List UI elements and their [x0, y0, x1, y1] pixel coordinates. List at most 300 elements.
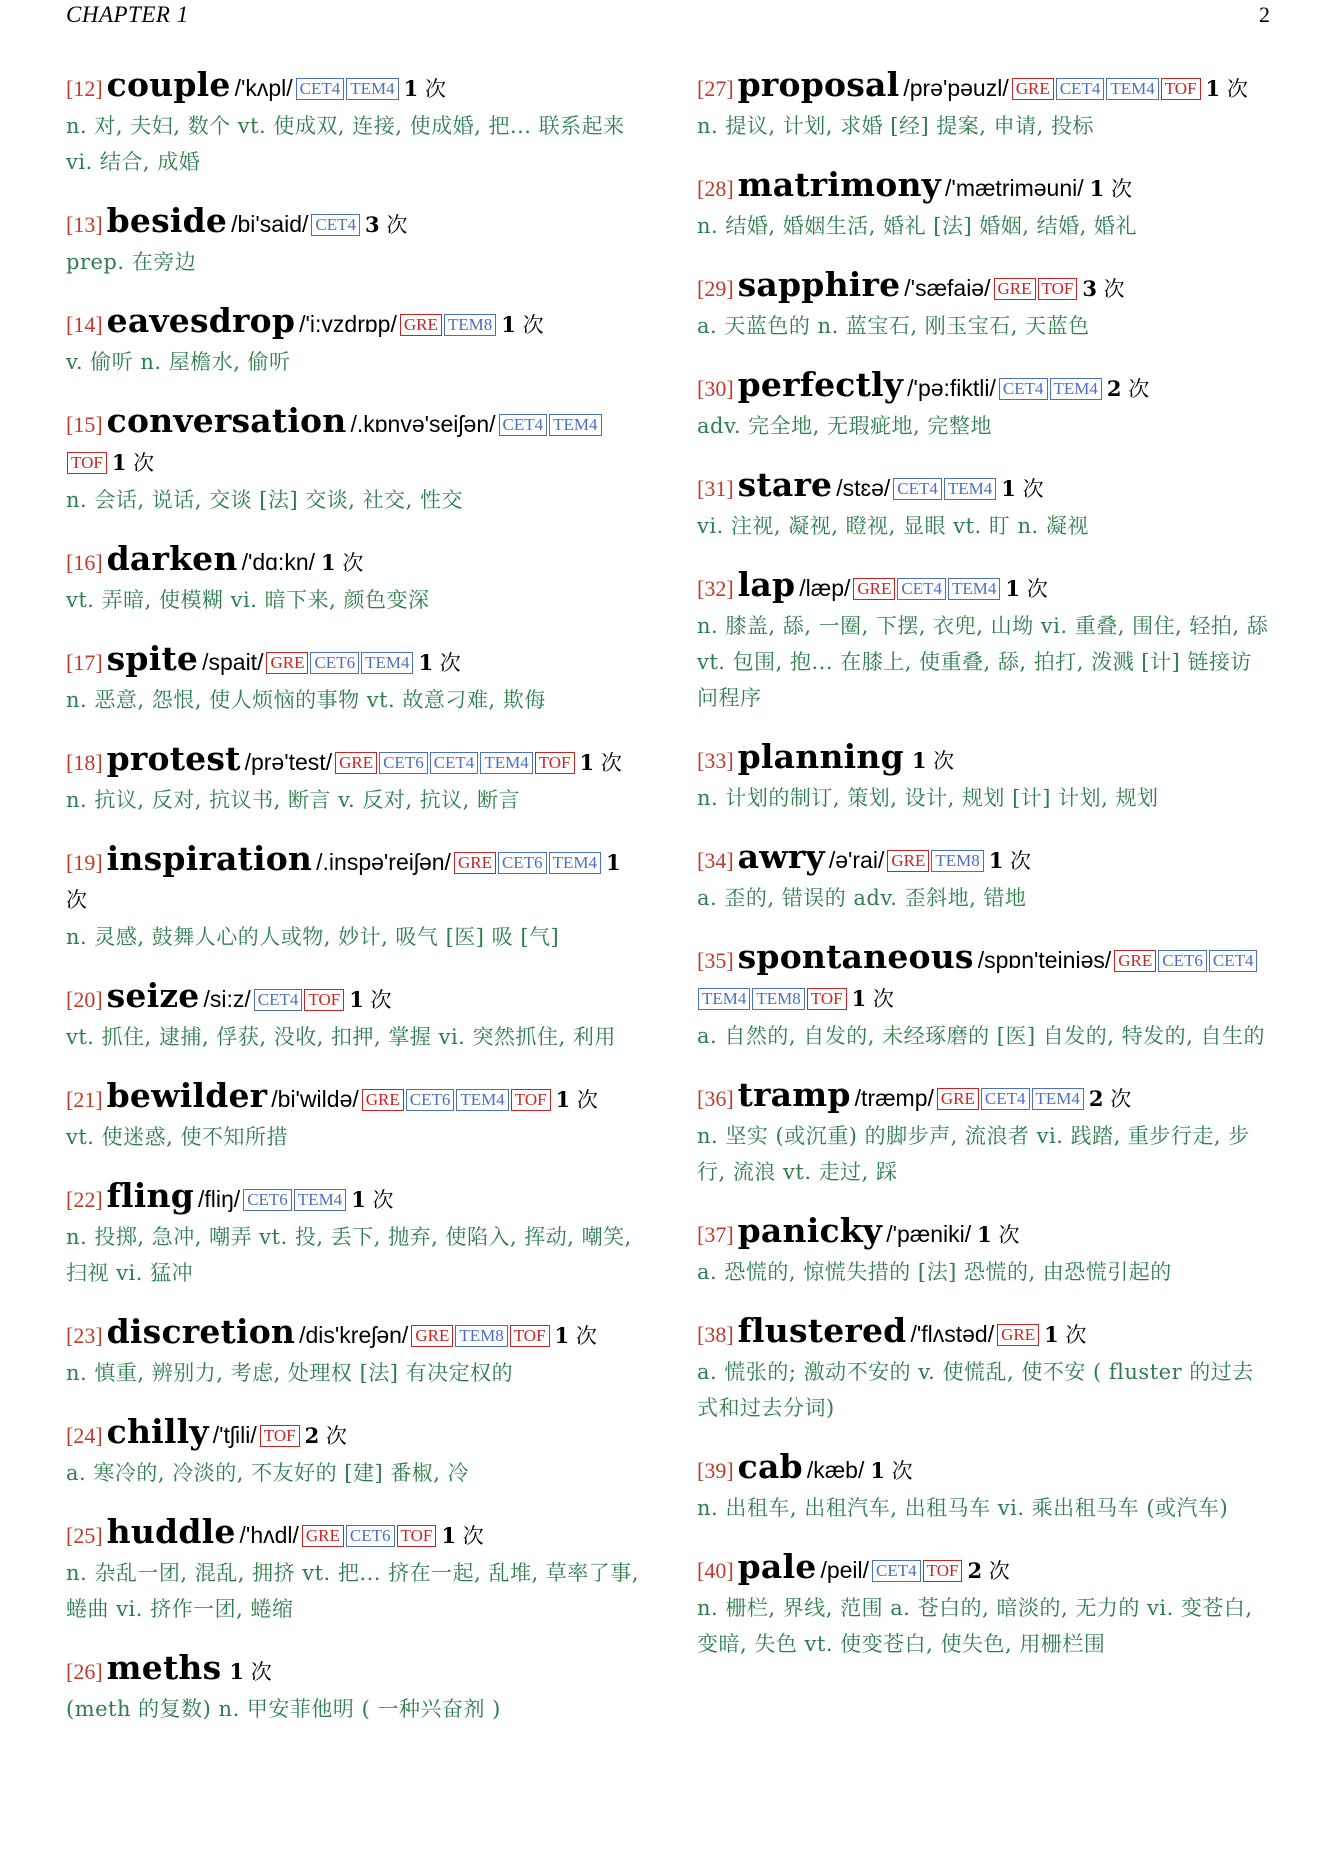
- vocab-entry: [697, 1448, 1273, 1526]
- definition: (meth 的复数) n. 甲安菲他明 ( 一种兴奋剂 ): [66, 1697, 501, 1721]
- exam-tag-cet4: CET4: [893, 478, 942, 500]
- entry-index: [16]: [66, 550, 103, 575]
- phonetic: /bi'said/: [231, 211, 309, 237]
- exam-tag-tof: TOF: [67, 452, 107, 474]
- headword: conversation: [106, 401, 347, 440]
- exam-tag-tem4: TEM4: [294, 1189, 346, 1211]
- vocab-entry: [697, 566, 1273, 716]
- definition: n. 会话, 说话, 交谈 [法] 交谈, 社交, 性交: [66, 488, 464, 512]
- exam-tag-tof: TOF: [535, 752, 575, 774]
- entry-headline: [697, 366, 1273, 408]
- definition: a. 慌张的; 激动不安的 v. 使慌乱, 使不安 ( fluster 的过去式和过去分词): [697, 1360, 1254, 1420]
- entry-index: [37]: [697, 1222, 734, 1247]
- definition: a. 自然的, 自发的, 未经琢磨的 [医] 自发的, 特发的, 自生的: [697, 1024, 1266, 1048]
- count-number: 1: [403, 76, 419, 101]
- count-unit: 次: [424, 77, 446, 101]
- count-unit: 次: [66, 888, 87, 912]
- occurrence-count: [556, 1088, 598, 1112]
- occurrence-count: [1044, 1323, 1086, 1347]
- occurrence-count: [321, 551, 363, 575]
- occurrence-count: [1090, 177, 1132, 201]
- entry-headline: [697, 838, 1273, 880]
- exam-tag-gre: GRE: [362, 1089, 404, 1111]
- count-unit: 次: [439, 651, 461, 675]
- count-number: 3: [365, 212, 380, 237]
- count-unit: 次: [891, 1459, 913, 1483]
- entry-index: [21]: [66, 1087, 103, 1112]
- right-column: [697, 66, 1273, 1684]
- entry-index: [18]: [66, 750, 103, 775]
- entry-headline: [66, 1649, 642, 1691]
- exam-tag-tem4: TEM4: [346, 78, 398, 100]
- vocab-entry: [66, 1413, 642, 1491]
- exam-tag-tof: TOF: [807, 988, 847, 1010]
- occurrence-count: [1001, 477, 1043, 501]
- exam-tag-cet4: CET4: [499, 414, 548, 436]
- phonetic: /ə'rai/: [828, 847, 885, 873]
- phonetic: /si:z/: [203, 986, 251, 1012]
- phonetic: /'dɑ:kn/: [241, 549, 315, 575]
- vocab-entry: [66, 740, 642, 818]
- entry-index: [27]: [697, 76, 734, 101]
- entry-headline: [697, 938, 1273, 1018]
- phonetic: /'flʌstəd/: [910, 1321, 995, 1347]
- count-number: 1: [111, 450, 127, 475]
- headword: lap: [737, 565, 796, 604]
- definition: n. 对, 夫妇, 数个 vt. 使成双, 连接, 使成婚, 把... 联系起来 vi. 结合, 成婚: [66, 114, 625, 174]
- count-unit: 次: [933, 749, 955, 773]
- entry-index: [12]: [66, 76, 103, 101]
- headword: protest: [106, 739, 241, 778]
- definition: n. 慎重, 辨别力, 考虑, 处理权 [法] 有决定权的: [66, 1361, 514, 1385]
- definition: vi. 注视, 凝视, 瞪视, 显眼 vt. 盯 n. 凝视: [697, 514, 1089, 538]
- count-unit: 次: [133, 451, 155, 475]
- entry-index: [20]: [66, 987, 103, 1012]
- count-number: 2: [1088, 1086, 1104, 1111]
- headword: pale: [737, 1547, 817, 1586]
- count-number: 1: [851, 986, 867, 1011]
- count-unit: 次: [1022, 477, 1044, 501]
- entry-index: [23]: [66, 1323, 103, 1348]
- entry-headline: [697, 66, 1273, 108]
- entry-index: [34]: [697, 848, 734, 873]
- headword: beside: [106, 201, 228, 240]
- exam-tag-tem8: TEM8: [752, 988, 804, 1010]
- entry-headline: [697, 738, 1273, 780]
- count-unit: 次: [1110, 177, 1132, 201]
- definition: a. 天蓝色的 n. 蓝宝石, 刚玉宝石, 天蓝色: [697, 314, 1090, 338]
- occurrence-count: [967, 1559, 1009, 1583]
- occurrence-count: [580, 751, 622, 775]
- chapter-title: CHAPTER 1: [66, 2, 189, 27]
- exam-tag-gre: GRE: [887, 850, 929, 872]
- definition: n. 结婚, 婚姻生活, 婚礼 [法] 婚姻, 结婚, 婚礼: [697, 214, 1138, 238]
- count-number: 2: [967, 1558, 983, 1583]
- count-number: 1: [1001, 476, 1016, 501]
- vocab-entry: [66, 202, 642, 280]
- exam-tag-tem4: TEM4: [549, 414, 601, 436]
- exam-tag-gre: GRE: [1012, 78, 1054, 100]
- headword: huddle: [106, 1512, 236, 1551]
- vocab-entry: [697, 838, 1273, 916]
- entry-index: [36]: [697, 1086, 734, 1111]
- count-unit: 次: [342, 551, 364, 575]
- vocab-entry: [697, 66, 1273, 144]
- occurrence-count: [349, 988, 391, 1012]
- occurrence-count: [977, 1223, 1019, 1247]
- exam-tag-gre: GRE: [937, 1088, 979, 1110]
- exam-tag-tof: TOF: [397, 1525, 437, 1547]
- vocab-entry: [697, 1076, 1273, 1190]
- count-unit: 次: [1103, 277, 1125, 301]
- entry-headline: [697, 266, 1273, 308]
- phonetic: /læp/: [799, 575, 851, 601]
- exam-tag-gre: GRE: [302, 1525, 344, 1547]
- entry-headline: [697, 566, 1273, 608]
- vocab-entry: [66, 1077, 642, 1155]
- phonetic: /'pə:fiktli/: [907, 375, 996, 401]
- count-number: 1: [229, 1659, 245, 1684]
- exam-tag-tem4: TEM4: [480, 752, 532, 774]
- vocab-entry: [697, 1548, 1273, 1662]
- entry-index: [19]: [66, 850, 103, 875]
- entry-index: [28]: [697, 176, 734, 201]
- definition: vt. 抓住, 逮捕, 俘获, 没收, 扣押, 掌握 vi. 突然抓住, 利用: [66, 1025, 616, 1049]
- count-number: 3: [1082, 276, 1097, 301]
- count-number: 1: [977, 1222, 992, 1247]
- definition: n. 恶意, 怨恨, 使人烦恼的事物 vt. 故意刁难, 欺侮: [66, 688, 546, 712]
- exam-tag-tof: TOF: [1161, 78, 1201, 100]
- definition: a. 恐慌的, 惊慌失措的 [法] 恐慌的, 由恐慌引起的: [697, 1260, 1172, 1284]
- definition: n. 灵感, 鼓舞人心的人或物, 妙计, 吸气 [医] 吸 [气]: [66, 925, 560, 949]
- vocab-entry: [697, 166, 1273, 244]
- vocab-entry: [66, 302, 642, 380]
- definition: n. 计划的制订, 策划, 设计, 规划 [计] 计划, 规划: [697, 786, 1159, 810]
- entry-headline: [697, 1548, 1273, 1590]
- occurrence-count: [852, 987, 894, 1011]
- vocab-entry: [66, 840, 642, 955]
- count-unit: 次: [576, 1088, 598, 1112]
- entry-index: [22]: [66, 1187, 103, 1212]
- exam-tag-gre: GRE: [454, 852, 496, 874]
- entry-index: [40]: [697, 1558, 734, 1583]
- entry-index: [32]: [697, 576, 734, 601]
- phonetic: /prə'test/: [244, 749, 333, 775]
- count-number: 1: [988, 848, 1004, 873]
- exam-tag-cet4: CET4: [897, 578, 946, 600]
- vocab-entry: [697, 266, 1273, 344]
- entry-index: [29]: [697, 276, 734, 301]
- count-unit: 次: [1026, 577, 1048, 601]
- entry-headline: [66, 977, 642, 1019]
- exam-tag-cet4: CET4: [254, 989, 303, 1011]
- entry-index: [13]: [66, 212, 103, 237]
- exam-tag-cet6: CET6: [346, 1525, 395, 1547]
- exam-tag-tem4: TEM4: [456, 1089, 508, 1111]
- exam-tag-gre: GRE: [853, 578, 895, 600]
- count-number: 1: [1005, 576, 1021, 601]
- headword: perfectly: [737, 365, 904, 404]
- exam-tag-gre: GRE: [994, 278, 1036, 300]
- vocab-entry: [66, 1513, 642, 1627]
- entry-headline: [697, 1448, 1273, 1490]
- exam-tag-gre: GRE: [997, 1324, 1039, 1346]
- exam-tag-tof: TOF: [923, 1560, 963, 1582]
- headword: panicky: [737, 1211, 883, 1250]
- occurrence-count: [1206, 77, 1248, 101]
- count-unit: 次: [998, 1223, 1020, 1247]
- headword: tramp: [737, 1075, 851, 1114]
- headword: matrimony: [737, 165, 942, 204]
- occurrence-count: [305, 1424, 347, 1448]
- headword: discretion: [106, 1312, 296, 1351]
- entry-headline: [697, 1076, 1273, 1118]
- vocab-entry: [697, 466, 1273, 544]
- vocab-entry: [66, 640, 642, 718]
- exam-tag-tem4: TEM4: [698, 988, 750, 1010]
- count-number: 1: [349, 987, 364, 1012]
- entry-index: [26]: [66, 1659, 103, 1684]
- vocab-entry: [697, 738, 1273, 816]
- exam-tag-tem8: TEM8: [444, 314, 496, 336]
- occurrence-count: [418, 651, 460, 675]
- definition: a. 歪的, 错误的 adv. 歪斜地, 错地: [697, 886, 1027, 910]
- headword: cab: [737, 1447, 803, 1486]
- phonetic: /.kɒnvə'seiʃən/: [350, 411, 496, 437]
- entry-index: [33]: [697, 748, 734, 773]
- exam-tag-gre: GRE: [400, 314, 442, 336]
- entry-headline: [697, 1312, 1273, 1354]
- headword: bewilder: [106, 1076, 268, 1115]
- entry-headline: [697, 166, 1273, 208]
- entry-index: [14]: [66, 312, 103, 337]
- vocab-entry: [66, 66, 642, 180]
- vocab-entry: [66, 1313, 642, 1391]
- exam-tag-cet6: CET6: [310, 652, 359, 674]
- exam-tag-cet4: CET4: [1209, 950, 1258, 972]
- occurrence-count: [501, 313, 543, 337]
- entry-headline: [66, 1413, 642, 1455]
- exam-tag-cet6: CET6: [498, 852, 547, 874]
- headword: proposal: [737, 65, 900, 104]
- entry-headline: [66, 302, 642, 344]
- definition: n. 提议, 计划, 求婚 [经] 提案, 申请, 投标: [697, 114, 1095, 138]
- exam-tag-gre: GRE: [266, 652, 308, 674]
- vocab-entry: [697, 366, 1273, 444]
- definition: n. 栅栏, 界线, 范围 a. 苍白的, 暗淡的, 无力的 vi. 变苍白, 变暗, 失色 vt. 使变苍白, 使失色, 用栅栏围: [697, 1596, 1253, 1656]
- headword: seize: [106, 976, 200, 1015]
- occurrence-count: [912, 749, 954, 773]
- entry-headline: [66, 1177, 642, 1219]
- exam-tag-tof: TOF: [260, 1425, 300, 1447]
- occurrence-count: [870, 1459, 912, 1483]
- count-unit: 次: [372, 1188, 394, 1212]
- phonetic: /'pæniki/: [886, 1221, 972, 1247]
- headword: flustered: [737, 1311, 907, 1350]
- vocab-entry: [697, 938, 1273, 1054]
- exam-tag-tem8: TEM8: [931, 850, 983, 872]
- definition: n. 杂乱一团, 混乱, 拥挤 vt. 把... 挤在一起, 乱堆, 草率了事, 蜷曲 vi. 挤作一团, 蜷缩: [66, 1561, 639, 1621]
- entry-headline: [66, 540, 642, 582]
- occurrence-count: [1082, 277, 1124, 301]
- headword: eavesdrop: [106, 301, 296, 340]
- headword: awry: [737, 837, 825, 876]
- entry-index: [17]: [66, 650, 103, 675]
- count-unit: 次: [250, 1660, 272, 1684]
- count-number: 1: [418, 650, 434, 675]
- count-unit: 次: [325, 1424, 347, 1448]
- phonetic: /prə'pəuzl/: [903, 75, 1009, 101]
- count-unit: 次: [522, 313, 544, 337]
- exam-tag-gre: GRE: [335, 752, 377, 774]
- count-number: 1: [321, 550, 336, 575]
- page-number: 2: [1259, 2, 1270, 27]
- count-unit: 次: [988, 1559, 1010, 1583]
- definition: n. 投掷, 急冲, 嘲弄 vt. 投, 丢下, 抛弃, 使陷入, 挥动, 嘲笑, 扫视 vi. 猛冲: [66, 1225, 632, 1285]
- entry-headline: [66, 840, 642, 919]
- phonetic: /spɒn'teiniəs/: [977, 947, 1112, 973]
- occurrence-count: [1107, 377, 1149, 401]
- entry-index: [25]: [66, 1523, 103, 1548]
- count-number: 1: [555, 1087, 571, 1112]
- exam-tag-tof: TOF: [1038, 278, 1078, 300]
- exam-tag-tem4: TEM4: [1032, 1088, 1084, 1110]
- exam-tag-tem8: TEM8: [455, 1325, 507, 1347]
- phonetic: /'sæfaiə/: [904, 275, 991, 301]
- occurrence-count: [989, 849, 1031, 873]
- page-header: [66, 0, 1270, 30]
- entry-index: [39]: [697, 1458, 734, 1483]
- phonetic: /dis'kreʃən/: [299, 1322, 409, 1348]
- phonetic: /stɛə/: [836, 475, 891, 501]
- count-number: 1: [1205, 76, 1221, 101]
- phonetic: /kæb/: [806, 1457, 865, 1483]
- headword: fling: [106, 1176, 194, 1215]
- vocab-entry: [66, 540, 642, 618]
- count-number: 1: [911, 748, 927, 773]
- exam-tag-cet4: CET4: [311, 214, 360, 236]
- occurrence-count: [441, 1524, 483, 1548]
- phonetic: /'hʌdl/: [239, 1522, 299, 1548]
- phonetic: /.inspə'reiʃən/: [316, 849, 451, 875]
- headword: stare: [737, 465, 833, 504]
- count-unit: 次: [1110, 1087, 1132, 1111]
- definition: n. 出租车, 出租汽车, 出租马车 vi. 乘出租马车 (或汽车): [697, 1496, 1229, 1520]
- entry-index: [30]: [697, 376, 734, 401]
- entry-headline: [66, 1513, 642, 1555]
- exam-tag-cet4: CET4: [981, 1088, 1030, 1110]
- definition: n. 坚实 (或沉重) 的脚步声, 流浪者 vi. 践踏, 重步行走, 步行, 流浪 vt. 走过, 踩: [697, 1124, 1250, 1184]
- exam-tag-gre: GRE: [1114, 950, 1156, 972]
- exam-tag-tem4: TEM4: [361, 652, 413, 674]
- exam-tag-cet4: CET4: [872, 1560, 921, 1582]
- entry-index: [31]: [697, 476, 734, 501]
- count-number: 1: [579, 750, 595, 775]
- count-unit: 次: [462, 1524, 484, 1548]
- vocab-entry: [697, 1212, 1273, 1290]
- count-number: 1: [1044, 1322, 1059, 1347]
- headword: darken: [106, 539, 238, 578]
- exam-tag-tof: TOF: [304, 989, 344, 1011]
- count-number: 1: [441, 1523, 456, 1548]
- definition: n. 膝盖, 舔, 一圈, 下摆, 衣兜, 山坳 vi. 重叠, 围住, 轻拍, 舔 vt. 包围, 抱... 在膝上, 使重叠, 舔, 拍打, 泼溅 [计] 链接访问程序: [697, 614, 1269, 710]
- count-number: 2: [1106, 376, 1122, 401]
- exam-tag-tem4: TEM4: [944, 478, 996, 500]
- definition: prep. 在旁边: [66, 250, 197, 274]
- count-unit: 次: [575, 1324, 597, 1348]
- count-unit: 次: [1226, 77, 1248, 101]
- count-number: 1: [870, 1458, 885, 1483]
- exam-tag-cet4: CET4: [296, 78, 345, 100]
- entry-headline: [66, 1313, 642, 1355]
- count-number: 1: [605, 850, 621, 875]
- entry-headline: [66, 740, 642, 782]
- occurrence-count: [351, 1188, 393, 1212]
- headword: inspiration: [106, 839, 313, 878]
- phonetic: /'i:vzdrɒp/: [299, 311, 397, 337]
- exam-tag-tof: TOF: [511, 1089, 551, 1111]
- count-unit: 次: [370, 988, 392, 1012]
- entry-headline: [66, 1077, 642, 1119]
- phonetic: /'kʌpl/: [234, 75, 293, 101]
- count-unit: 次: [600, 751, 622, 775]
- exam-tag-tem4: TEM4: [549, 852, 601, 874]
- phonetic: /peil/: [820, 1557, 870, 1583]
- count-unit: 次: [1010, 849, 1032, 873]
- occurrence-count: [365, 213, 407, 237]
- count-number: 2: [304, 1423, 320, 1448]
- occurrence-count: [555, 1324, 597, 1348]
- count-number: 1: [554, 1323, 570, 1348]
- definition: n. 抗议, 反对, 抗议书, 断言 v. 反对, 抗议, 断言: [66, 788, 521, 812]
- exam-tag-cet6: CET6: [1158, 950, 1207, 972]
- entry-headline: [66, 202, 642, 244]
- exam-tag-cet4: CET4: [1056, 78, 1105, 100]
- headword: planning: [737, 737, 904, 776]
- phonetic: /træmp/: [854, 1085, 934, 1111]
- headword: spontaneous: [737, 937, 974, 976]
- phonetic: /'tʃili/: [212, 1422, 257, 1448]
- phonetic: /bi'wildə/: [271, 1086, 359, 1112]
- left-column: [66, 66, 642, 1749]
- exam-tag-cet6: CET6: [406, 1089, 455, 1111]
- phonetic: /fliŋ/: [198, 1186, 241, 1212]
- definition: a. 寒冷的, 冷淡的, 不友好的 [建] 番椒, 冷: [66, 1461, 470, 1485]
- exam-tag-tem4: TEM4: [948, 578, 1000, 600]
- definition: v. 偷听 n. 屋檐水, 偷听: [66, 350, 291, 374]
- headword: chilly: [106, 1412, 209, 1451]
- occurrence-count: [1089, 1087, 1131, 1111]
- occurrence-count: [1005, 577, 1047, 601]
- entry-headline: [66, 640, 642, 682]
- vocab-entry: [66, 402, 642, 518]
- exam-tag-cet6: CET6: [243, 1189, 292, 1211]
- vocab-entry: [66, 1177, 642, 1291]
- vocab-entry: [66, 1649, 642, 1727]
- entry-index: [24]: [66, 1423, 103, 1448]
- headword: sapphire: [737, 265, 901, 304]
- headword: spite: [106, 639, 199, 678]
- count-unit: 次: [386, 213, 408, 237]
- entry-headline: [697, 1212, 1273, 1254]
- vocab-entry: [66, 977, 642, 1055]
- headword: meths: [106, 1648, 222, 1687]
- exam-tag-cet4: CET4: [999, 378, 1048, 400]
- definition: adv. 完全地, 无瑕疵地, 完整地: [697, 414, 992, 438]
- entry-index: [38]: [697, 1322, 734, 1347]
- occurrence-count: [404, 77, 446, 101]
- phonetic: /'mætriməuni/: [945, 175, 1084, 201]
